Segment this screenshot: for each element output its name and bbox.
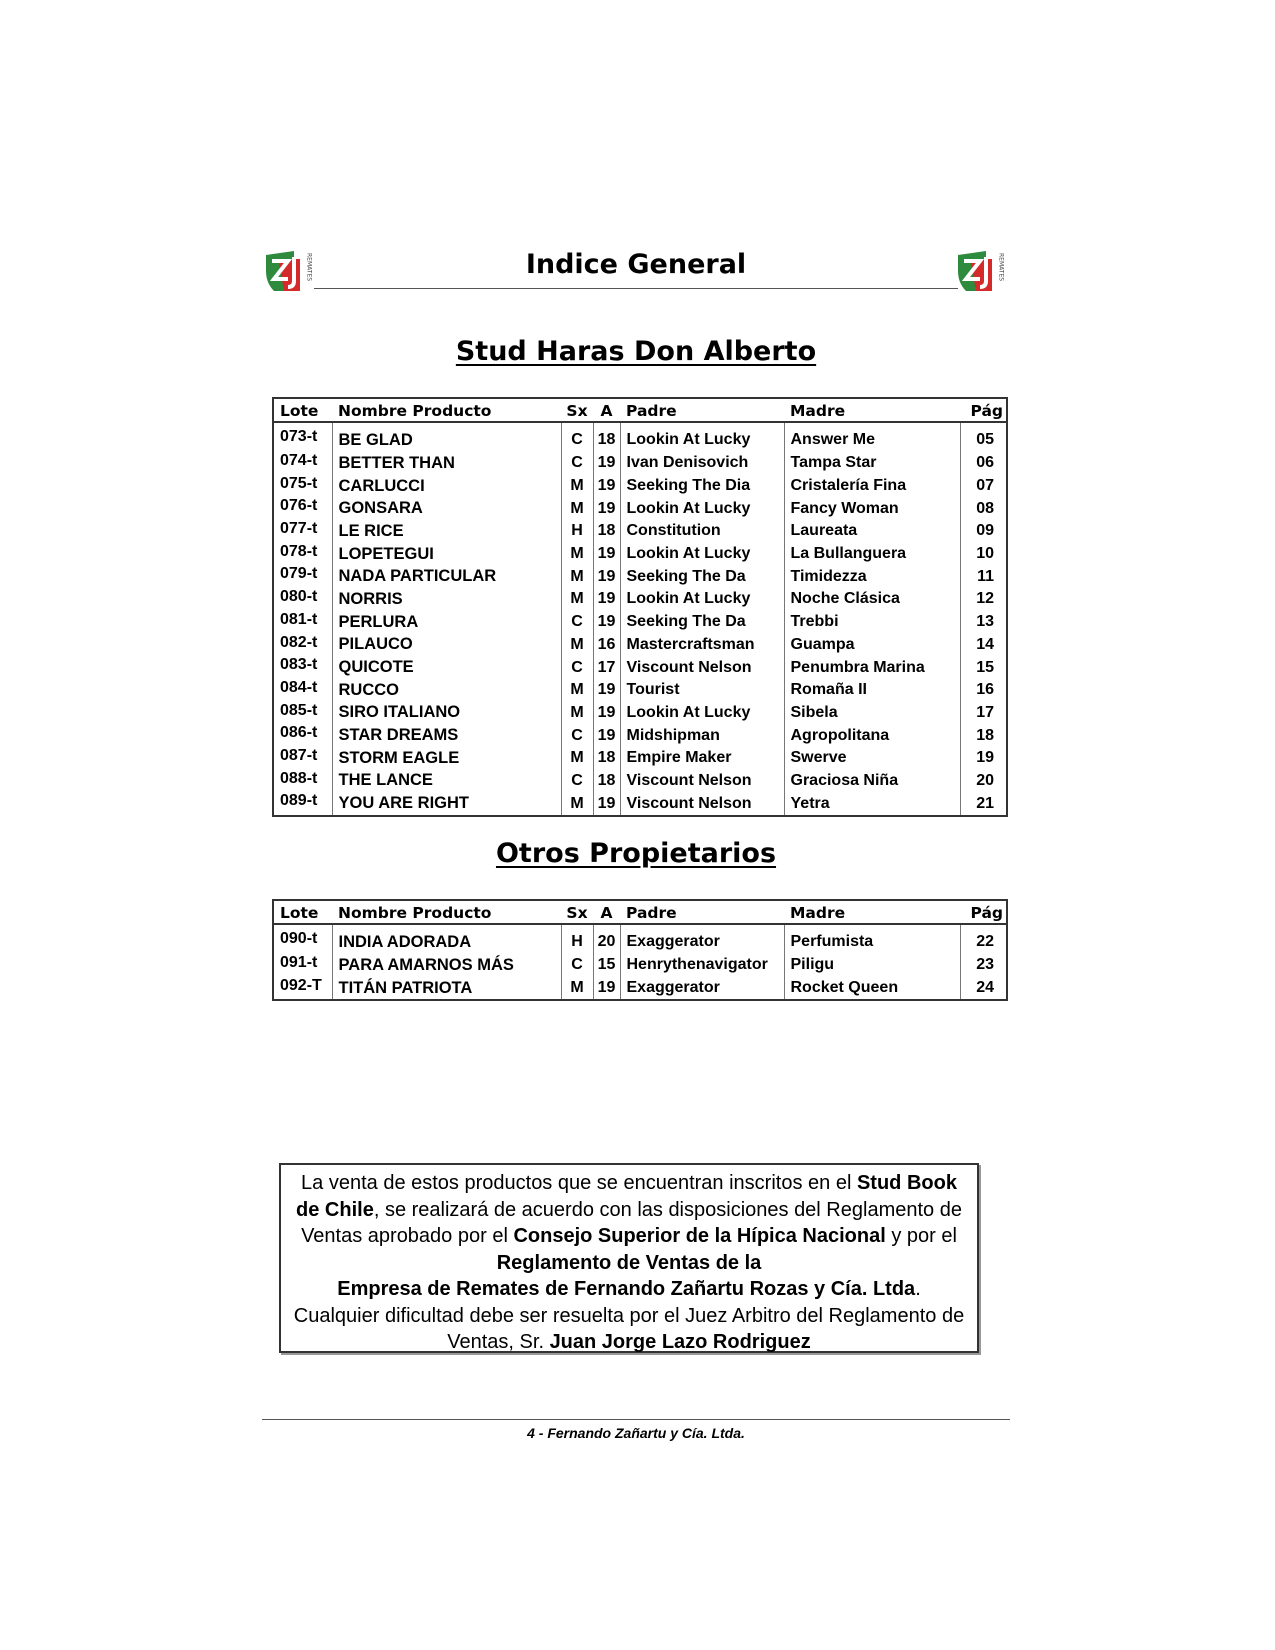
dam: Tampa Star <box>784 452 960 475</box>
page-header <box>264 244 1008 294</box>
page-number: 13 <box>960 611 1006 634</box>
table-row <box>274 924 1006 954</box>
year: 16 <box>593 634 620 657</box>
sire: Lookin At Lucky <box>620 702 784 725</box>
sex: M <box>561 679 593 702</box>
sex: C <box>561 724 593 747</box>
col-madre: Madre <box>784 399 960 422</box>
table-row <box>274 497 1006 520</box>
table-row <box>274 656 1006 679</box>
dam: Graciosa Niña <box>784 770 960 793</box>
dam: Agropolitana <box>784 724 960 747</box>
year: 19 <box>593 792 620 815</box>
page-number: 15 <box>960 656 1006 679</box>
sex: M <box>561 588 593 611</box>
col-madre: Madre <box>784 901 960 924</box>
table-row <box>274 724 1006 747</box>
dam: Romaña II <box>784 679 960 702</box>
page-number: 06 <box>960 452 1006 475</box>
sale-conditions-notice <box>279 1163 979 1353</box>
page-number: 07 <box>960 475 1006 498</box>
col-sx: Sx <box>561 901 593 924</box>
product-name: STORM EAGLE <box>332 747 561 770</box>
page-number: 10 <box>960 543 1006 566</box>
sex: M <box>561 747 593 770</box>
year: 18 <box>593 747 620 770</box>
lot-number: 075-t <box>280 474 318 492</box>
zj-remates-logo <box>956 247 1008 293</box>
table-header-row <box>274 399 1006 422</box>
notice-bold-reglamento: Reglamento de Ventas de la <box>496 1251 762 1274</box>
col-nombre: Nombre Producto <box>332 901 561 924</box>
lot-number: 092-T <box>280 976 322 994</box>
product-name: INDIA ADORADA <box>332 924 561 954</box>
dam: Answer Me <box>784 422 960 452</box>
lot-number: 086-t <box>280 724 318 742</box>
lot-number: 081-t <box>280 610 318 628</box>
lot-number: 082-t <box>280 633 318 651</box>
sire: Lookin At Lucky <box>620 588 784 611</box>
dam: Yetra <box>784 792 960 815</box>
product-name: NORRIS <box>332 588 561 611</box>
dam: Guampa <box>784 634 960 657</box>
header-rule <box>314 288 958 289</box>
lot-number: 084-t <box>280 678 318 696</box>
product-name: QUICOTE <box>332 656 561 679</box>
sex: M <box>561 634 593 657</box>
year: 18 <box>593 770 620 793</box>
year: 15 <box>593 954 620 977</box>
col-lote: Lote <box>274 901 332 924</box>
sire: Exaggerator <box>620 924 784 954</box>
product-name: PARA AMARNOS MÁS <box>332 954 561 977</box>
col-sx: Sx <box>561 399 593 422</box>
page-number: 23 <box>960 954 1006 977</box>
lot-number: 091-t <box>280 954 318 971</box>
page-number: 14 <box>960 634 1006 657</box>
lot-number: 073-t <box>280 428 318 445</box>
sire: Henrythenavigator <box>620 954 784 977</box>
sex: C <box>561 954 593 977</box>
col-a: A <box>593 399 620 422</box>
page-number: 21 <box>960 792 1006 815</box>
lot-number: 089-t <box>280 792 318 810</box>
sire: Seeking The Da <box>620 611 784 634</box>
page-number: 09 <box>960 520 1006 543</box>
product-name: RUCCO <box>332 679 561 702</box>
sire: Seeking The Dia <box>620 475 784 498</box>
table-row <box>274 611 1006 634</box>
dam: Rocket Queen <box>784 977 960 1000</box>
sire: Tourist <box>620 679 784 702</box>
sex: M <box>561 565 593 588</box>
dam: Penumbra Marina <box>784 656 960 679</box>
sire: Midshipman <box>620 724 784 747</box>
product-name: YOU ARE RIGHT <box>332 792 561 815</box>
table-row <box>274 452 1006 475</box>
table-row <box>274 565 1006 588</box>
year: 19 <box>593 497 620 520</box>
year: 19 <box>593 475 620 498</box>
col-padre: Padre <box>620 901 784 924</box>
lot-table-stud <box>272 397 1008 817</box>
logo-text: REMATES <box>997 253 1005 282</box>
page-number: 12 <box>960 588 1006 611</box>
notice-text: . <box>915 1278 921 1300</box>
sex: M <box>561 475 593 498</box>
sex: H <box>561 924 593 954</box>
table-row <box>274 679 1006 702</box>
lot-number: 076-t <box>280 497 318 515</box>
notice-text: La venta de estos productos que se encuentran inscritos en el <box>301 1172 857 1194</box>
page-number: 18 <box>960 724 1006 747</box>
lot-number: 077-t <box>280 520 318 538</box>
year: 17 <box>593 656 620 679</box>
product-name: BETTER THAN <box>332 452 561 475</box>
table-row <box>274 475 1006 498</box>
table-row <box>274 520 1006 543</box>
notice-text: , se realizará de acuerdo con las disposiciones del Reglamento de Ventas aprobado por el <box>301 1198 962 1247</box>
product-name: NADA PARTICULAR <box>332 565 561 588</box>
page-title: Indice General <box>525 249 747 280</box>
sire: Lookin At Lucky <box>620 422 784 452</box>
product-name: PERLURA <box>332 611 561 634</box>
notice-bold-empresa: Empresa de Remates de Fernando Zañartu Rozas y Cía. Ltda <box>337 1278 916 1300</box>
page-number: 24 <box>960 977 1006 1000</box>
table-row <box>274 422 1006 452</box>
product-name: LOPETEGUI <box>332 543 561 566</box>
dam: Noche Clásica <box>784 588 960 611</box>
sex: C <box>561 656 593 679</box>
col-a: A <box>593 901 620 924</box>
page-number: 11 <box>960 565 1006 588</box>
sex: H <box>561 520 593 543</box>
page-number: 08 <box>960 497 1006 520</box>
product-name: SIRO ITALIANO <box>332 702 561 725</box>
notice-bold-stud-book: Stud Book de Chile <box>296 1172 957 1221</box>
table-row <box>274 702 1006 725</box>
sex: M <box>561 543 593 566</box>
col-pag: Pág <box>960 901 1006 924</box>
page-number: 17 <box>960 702 1006 725</box>
col-pag: Pág <box>960 399 1006 422</box>
year: 18 <box>593 422 620 452</box>
page-number: 16 <box>960 679 1006 702</box>
sex: M <box>561 977 593 1000</box>
dam: Trebbi <box>784 611 960 634</box>
notice-text: Cualquier dificultad debe ser resuelta por el Juez Arbitro del Reglamento de Ventas, Sr. <box>293 1304 965 1353</box>
lot-number: 080-t <box>280 588 318 606</box>
sire: Viscount Nelson <box>620 792 784 815</box>
sire: Mastercraftsman <box>620 634 784 657</box>
year: 19 <box>593 452 620 475</box>
dam: Perfumista <box>784 924 960 954</box>
section-title-stud: Stud Haras Don Alberto <box>455 336 817 367</box>
sire: Constitution <box>620 520 784 543</box>
lot-number: 085-t <box>280 701 318 719</box>
lot-table-otros <box>272 899 1008 1001</box>
product-name: LE RICE <box>332 520 561 543</box>
table-row <box>274 543 1006 566</box>
section-title-otros: Otros Propietarios <box>495 838 777 869</box>
page-number: 05 <box>960 422 1006 452</box>
sex: M <box>561 702 593 725</box>
sire: Ivan Denisovich <box>620 452 784 475</box>
table-row <box>274 977 1006 1000</box>
dam: Fancy Woman <box>784 497 960 520</box>
year: 20 <box>593 924 620 954</box>
table-row <box>274 954 1006 977</box>
year: 19 <box>593 679 620 702</box>
sire: Lookin At Lucky <box>620 543 784 566</box>
notice-bold-juez: Juan Jorge Lazo Rodriguez <box>549 1331 811 1353</box>
page-number: 22 <box>960 924 1006 954</box>
col-nombre: Nombre Producto <box>332 399 561 422</box>
table-row <box>274 770 1006 793</box>
footer-rule <box>262 1419 1010 1420</box>
dam: Piligu <box>784 954 960 977</box>
table-row <box>274 588 1006 611</box>
lot-number: 083-t <box>280 656 318 674</box>
lot-number: 087-t <box>280 746 318 764</box>
year: 19 <box>593 611 620 634</box>
table-row <box>274 747 1006 770</box>
product-name: TITÁN PATRIOTA <box>332 977 561 1000</box>
sire: Empire Maker <box>620 747 784 770</box>
dam: Sibela <box>784 702 960 725</box>
product-name: PILAUCO <box>332 634 561 657</box>
dam: Swerve <box>784 747 960 770</box>
sire: Lookin At Lucky <box>620 497 784 520</box>
dam: La Bullanguera <box>784 543 960 566</box>
lot-number: 074-t <box>280 452 318 469</box>
product-name: CARLUCCI <box>332 475 561 498</box>
sire: Viscount Nelson <box>620 656 784 679</box>
year: 19 <box>593 724 620 747</box>
year: 19 <box>593 588 620 611</box>
page-footer: 4 - Fernando Zañartu y Cía. Ltda. <box>527 1425 745 1441</box>
notice-text: y por el <box>885 1225 957 1247</box>
sex: C <box>561 422 593 452</box>
lot-number: 088-t <box>280 769 318 787</box>
product-name: GONSARA <box>332 497 561 520</box>
product-name: STAR DREAMS <box>332 724 561 747</box>
page-number: 20 <box>960 770 1006 793</box>
page-number: 19 <box>960 747 1006 770</box>
notice-bold-consejo: Consejo Superior de la Hípica Nacional <box>513 1225 886 1247</box>
logo-text: REMATES <box>305 253 313 282</box>
year: 19 <box>593 977 620 1000</box>
table-row <box>274 634 1006 657</box>
product-name: BE GLAD <box>332 422 561 452</box>
year: 18 <box>593 520 620 543</box>
year: 19 <box>593 702 620 725</box>
sire: Seeking The Da <box>620 565 784 588</box>
lot-number: 090-t <box>280 930 318 947</box>
sex: M <box>561 497 593 520</box>
sire: Viscount Nelson <box>620 770 784 793</box>
dam: Laureata <box>784 520 960 543</box>
sire: Exaggerator <box>620 977 784 1000</box>
lot-number: 079-t <box>280 565 318 583</box>
dam: Timidezza <box>784 565 960 588</box>
sex: M <box>561 792 593 815</box>
sex: C <box>561 770 593 793</box>
year: 19 <box>593 565 620 588</box>
table-row <box>274 792 1006 815</box>
dam: Cristalería Fina <box>784 475 960 498</box>
sex: C <box>561 611 593 634</box>
col-lote: Lote <box>274 399 332 422</box>
table-header-row <box>274 901 1006 924</box>
col-padre: Padre <box>620 399 784 422</box>
sex: C <box>561 452 593 475</box>
lot-number: 078-t <box>280 542 318 560</box>
product-name: THE LANCE <box>332 770 561 793</box>
year: 19 <box>593 543 620 566</box>
